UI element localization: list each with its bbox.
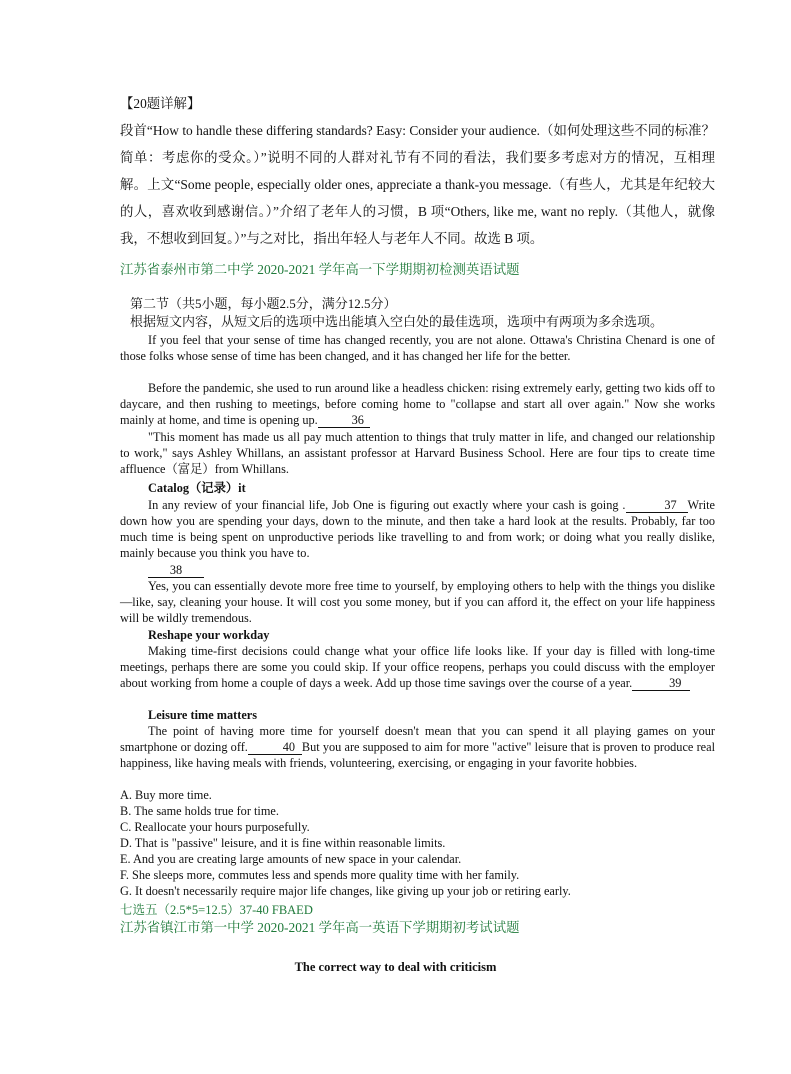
blank-36: 36 [318, 414, 370, 428]
section-heading: 第二节（共5小题，每小题2.5分，满分12.5分） [130, 296, 397, 311]
option-f: F. She sleeps more, commutes less and spends more quality time with her family. [120, 868, 520, 882]
option-e: E. And you are creating large amounts of new space in your calendar. [120, 852, 462, 866]
options-list [120, 787, 715, 899]
passage-paragraph-3: "This moment has made us all pay much attention to things that truly matter in life, and changed our relationship to work," says Ashley Whillans, an assistant professor at Harvard Business School. Here are four tips to create time affluence（富足）from Whillans. [120, 430, 715, 476]
answer-label: 七选五 [120, 903, 158, 917]
option-b: B. The same holds true for time. [120, 804, 279, 818]
option-a: A. Buy more time. [120, 788, 212, 802]
blank-40: 40 [248, 741, 302, 755]
answer-values: 37-40 FBAED [239, 903, 313, 917]
passage-paragraph-2 [120, 380, 715, 428]
blank-39: 39 [632, 677, 690, 691]
passage-paragraph-1: If you feel that your sense of time has changed recently, you are not alone. Ottawa's Christina Chenard is one of those folks whose sense of time has been changed, and it has changed her life for the better. [120, 333, 715, 363]
q20-header: 【20题详解】 [120, 96, 201, 111]
option-c: C. Reallocate your hours purposefully. [120, 820, 310, 834]
paragraph-7b-text: But you are supposed to aim for more "active" leisure that is proven to produce real happiness, like having meals with friends, volunteering, exercising, or engaging in your favorite hobbies. [120, 740, 715, 770]
heading-reshape-workday: Reshape your workday [148, 628, 270, 642]
heading-leisure-time: Leisure time matters [148, 708, 258, 722]
next-passage-title: The correct way to deal with criticism [294, 960, 497, 974]
passage-paragraph-6 [120, 643, 715, 691]
heading-catalog: Catalog（记录）it [148, 481, 246, 495]
blank-38-line [148, 562, 204, 578]
passage-paragraph-5: Yes, you can essentially devote more free time to yourself, by employing others to help with the things you dislike —like, say, cleaning your house. It will cost you some money, but if you can afford it, the effect on your life happiness will be wildly tremendous. [120, 579, 715, 625]
paragraph-2-text: Before the pandemic, she used to run around like a headless chicken: rising extremely early, getting two kids off to daycare, and then rushing to meetings, before coming home to "collapse and start all over again." Now she works mainly at home, and time is opening up. [120, 381, 715, 427]
blank-37: 37 [626, 499, 688, 513]
paragraph-6-text: Making time-first decisions could change what your office life looks like. If your day is filled with long-time meetings, perhaps there are some you could skip. If your office reopens, perhaps you could discuss with the employer about working from home a couple of days a week. Add up those time savings over the course of a year. [120, 644, 715, 690]
answer-score: （2.5*5=12.5） [157, 903, 240, 917]
section-instruction: 根据短文内容，从短文后的选项中选出能填入空白处的最佳选项，选项中有两项为多余选项。 [130, 314, 664, 329]
q20-explanation: 段首“How to handle these differing standards? Easy: Consider your audience.（如何处理这些不同的标准？简单：考虑你的受众。）”说明不同的人群对礼节有不同的看法，我们要多考虑对方的情况，互相理解。上文“Some people, especially older ones, appreciate a thank-you message.（有些人，尤其是年纪较大的人，喜欢收到感谢信。）”介绍了老年人的习惯，B 项“Others, like me, want no reply.（其他人，就像我，不想收到回复。）”与之对比，指出年轻人与老年人不同。故选 B 项。 [120, 123, 715, 246]
source-link-1[interactable]: 江苏省泰州市第二中学 2020-2021 学年高一下学期期初检测英语试题 [120, 262, 520, 277]
option-d: D. That is "passive" leisure, and it is fine within reasonable limits. [120, 836, 446, 850]
paragraph-4b-text: Write down how you are spending your days, down to the minute, and then take a hard look at the results. Probably, far too much time is being spent on unproductive periods like travelling to and from work; or doing what you really dislike, mainly because you think you have to. [120, 498, 715, 560]
option-g: G. It doesn't necessarily require major life changes, like giving up your job or retiring early. [120, 884, 571, 898]
answer-line [120, 902, 715, 918]
passage-paragraph-4 [120, 497, 715, 561]
paragraph-4a-text: In any review of your financial life, Job One is figuring out exactly where your cash is going . [148, 498, 626, 512]
blank-38: 38 [148, 564, 204, 578]
source-link-2[interactable]: 江苏省镇江市第一中学 2020-2021 学年高一英语下学期期初考试试题 [120, 920, 520, 935]
paragraph-7a-text: The point of having more time for yourself doesn't mean that you can spend it all playing games on your smartphone or dozing off. [120, 724, 715, 754]
passage-paragraph-7 [120, 723, 715, 771]
